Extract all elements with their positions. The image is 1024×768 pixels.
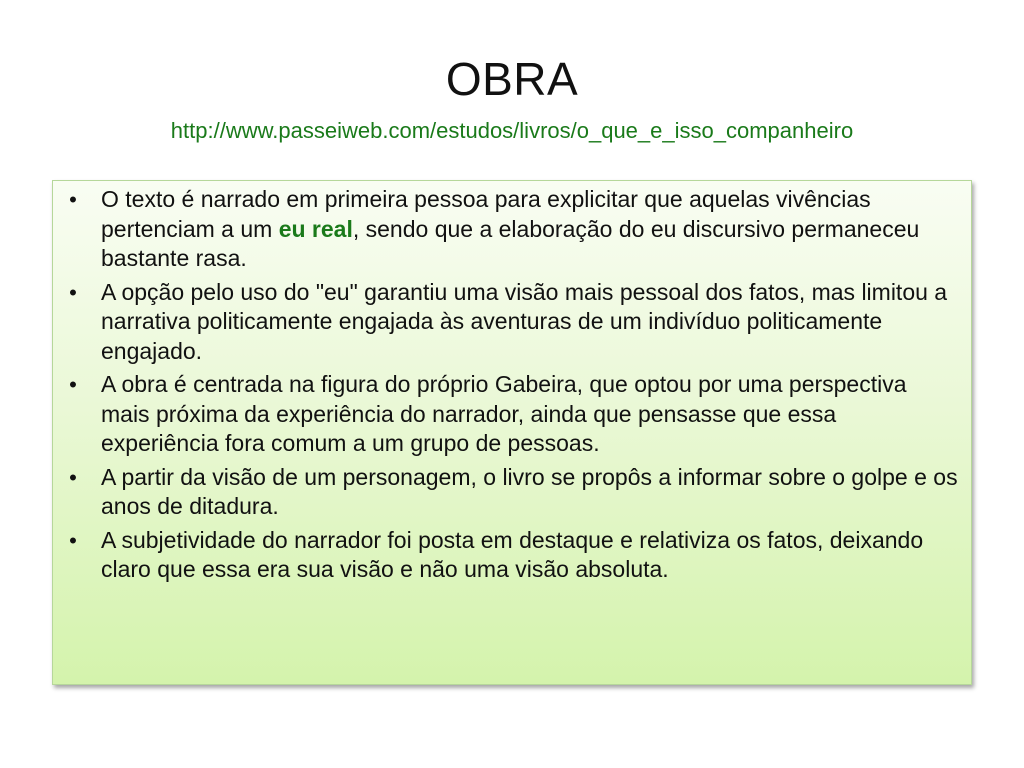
bullet-text: A obra é centrada na figura do próprio Gabeira, que optou por uma perspectiva mais próxima da experiência do narrador, ainda que pensasse que essa experiência fora comum a um grupo de pessoas. [101,371,907,456]
bullet-item [53,526,973,585]
bullet-item [53,370,973,459]
bullet-icon: • [69,279,77,305]
bullet-text: , sendo que a elaboração do eu discursivo permaneceu bastante rasa. [101,215,920,271]
source-url: http://www.passeiweb.com/estudos/livros/o_que_e_isso_companheiro [170,118,854,143]
slide-title: OBRA [445,53,579,105]
bullet-icon: • [69,527,77,553]
bullet-text: A subjetividade do narrador foi posta em destaque e relativiza os fatos, deixando claro que essa era sua visão e não uma visão absoluta. [101,526,924,582]
bullet-list [53,185,973,589]
bullet-text: O texto é narrado em primeira pessoa para explicitar que aquelas vivências pertenciam a um [101,186,871,242]
bullet-item [53,278,973,367]
content-box [52,180,972,685]
bullet-icon: • [69,187,77,212]
bullet-item [53,463,973,522]
bullet-item [53,185,973,274]
bullet-highlight: eu real [278,215,353,242]
bullet-text: A opção pelo uso do "eu" garantiu uma visão mais pessoal dos fatos, mas limitou a narrativa politicamente engajada às aventuras de um indivíduo politicamente engajado. [101,278,948,364]
bullet-icon: • [69,464,77,490]
bullet-icon: • [69,372,77,397]
bullet-text: A partir da visão de um personagem, o livro se propôs a informar sobre o golpe e os anos de ditadura. [101,463,958,519]
